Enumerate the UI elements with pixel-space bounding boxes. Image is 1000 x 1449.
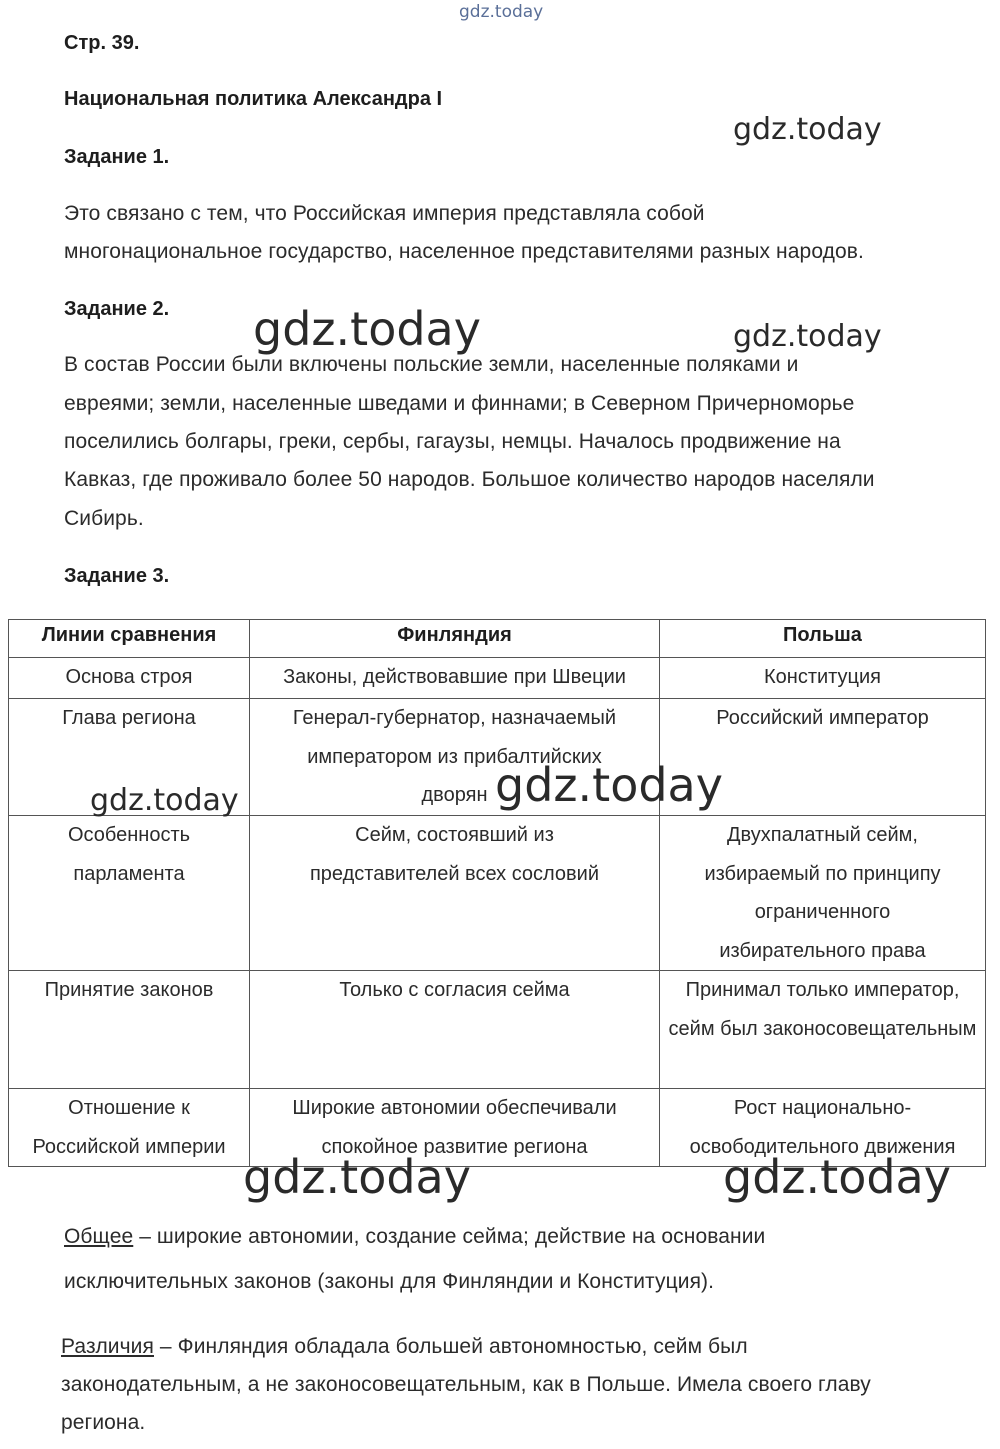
- task2-text-line: поселились болгары, греки, сербы, гагаузы, немцы. Началось продвижение на: [64, 430, 841, 453]
- task2-text-line: Кавказ, где проживало более 50 народов. Большое количество народов населяли: [64, 468, 875, 491]
- task2-text-line: евреями; земли, населенные шведами и финнами; в Северном Причерноморье: [64, 392, 855, 415]
- table-cell: Глава региона: [9, 699, 250, 816]
- task2-heading: Задание 2.: [64, 298, 170, 320]
- task2-text-line: Сибирь.: [64, 507, 144, 530]
- table-cell: Законы, действовавшие при Швеции: [250, 658, 660, 699]
- table-cell: Широкие автономии обеспечивали спокойное развитие региона: [250, 1089, 660, 1167]
- table-header-row: [9, 620, 986, 658]
- differences-line: [61, 1328, 748, 1366]
- task1-heading: Задание 1.: [64, 146, 170, 168]
- table-cell: Конституция: [660, 658, 986, 699]
- common-label: Общее: [64, 1225, 134, 1248]
- watermark-top: gdz.today: [459, 2, 544, 22]
- watermark: gdz.today: [723, 1150, 951, 1204]
- table-cell: Рост национально-освободительного движения: [660, 1089, 986, 1167]
- common-line: [64, 1218, 765, 1256]
- table-header-cell: Линии сравнения: [9, 620, 250, 658]
- table-cell: Российский император: [660, 699, 986, 816]
- table-row: [9, 816, 986, 971]
- table-cell: Генерал-губернатор, назначаемый императором из прибалтийских дворян: [250, 699, 660, 816]
- differences-line: региона.: [61, 1411, 146, 1434]
- table-header-cell: Финляндия: [250, 620, 660, 658]
- task1-text-line: многонациональное государство, населенное представителями разных народов.: [64, 240, 864, 263]
- task1-text-line: Это связано с тем, что Российская империя представляла собой: [64, 202, 705, 225]
- watermark: gdz.today: [90, 783, 239, 818]
- table-row: [9, 658, 986, 699]
- page-number: Стр. 39.: [64, 32, 140, 54]
- table-cell: Принимал только император, сейм был законосовещательным: [660, 971, 986, 1089]
- table-cell: Особенность парламента: [9, 816, 250, 971]
- watermark: gdz.today: [733, 319, 882, 354]
- common-text: – широкие автономии, создание сейма; действие на основании: [133, 1225, 766, 1248]
- task3-heading: Задание 3.: [64, 565, 170, 587]
- page-title: Национальная политика Александра I: [64, 88, 443, 110]
- table-header-cell: Польша: [660, 620, 986, 658]
- differences-line: законодательным, а не законосовещательным, как в Польше. Имела своего главу: [61, 1373, 871, 1396]
- table-cell: Отношение к Российской империи: [9, 1089, 250, 1167]
- table-cell: Только с согласия сейма: [250, 971, 660, 1089]
- table-cell: Основа строя: [9, 658, 250, 699]
- watermark: gdz.today: [495, 758, 723, 812]
- table-cell: Сейм, состоявший из представителей всех сословий: [250, 816, 660, 971]
- watermark: gdz.today: [243, 1150, 471, 1204]
- differences-text: – Финляндия обладала большей автономностью, сейм был: [153, 1335, 748, 1358]
- task2-text-line: В состав России были включены польские земли, населенные поляками и: [64, 353, 799, 376]
- table-cell: Двухпалатный сейм, избираемый по принципу ограниченного избирательного права: [660, 816, 986, 971]
- differences-label: Различия: [61, 1335, 154, 1358]
- comparison-table: [8, 619, 986, 1167]
- table-row: [9, 971, 986, 1089]
- common-line: исключительных законов (законы для Финляндии и Конституция).: [64, 1270, 715, 1293]
- watermark: gdz.today: [733, 112, 882, 147]
- table-cell: Принятие законов: [9, 971, 250, 1089]
- watermark: gdz.today: [253, 302, 481, 356]
